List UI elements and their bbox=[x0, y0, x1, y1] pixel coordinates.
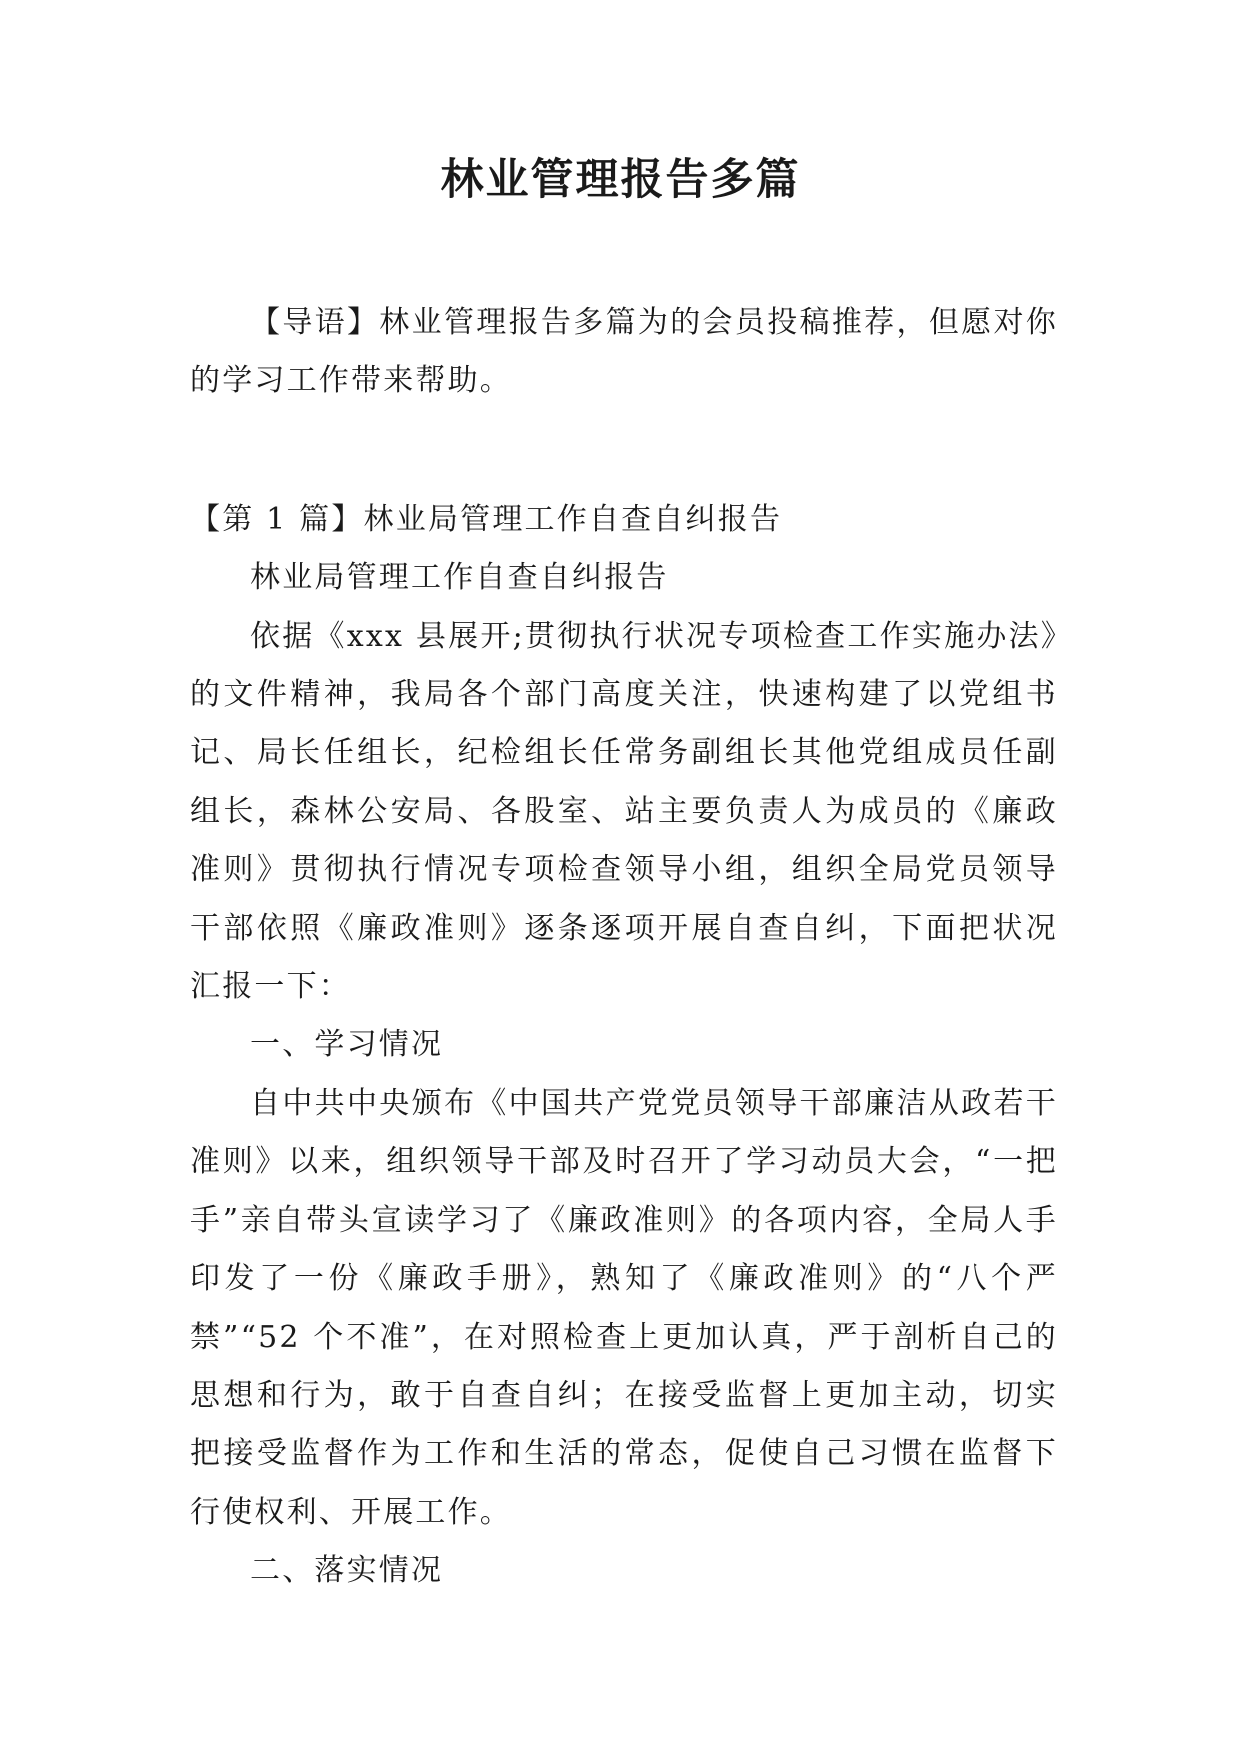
document-body bbox=[190, 294, 1058, 1601]
heading-implementation: 二、落实情况 bbox=[250, 1553, 444, 1589]
section-gap bbox=[190, 411, 1058, 491]
body-paragraph-1: 依据《xxx 县展开;贯彻执行状况专项检查工作实施办法》的文件精神，我局各个部门高度关注，快速构建了以党组书记、局长任组长，纪检组长任常务副组长其他党组成员任副组长，森林公安局、各股室、站主要负责人为成员的《廉政准则》贯彻执行情况专项检查领导小组，组织全局党员领导干部依照《廉政准则》逐条逐项开展自查自纠，下面把状况汇报一下： bbox=[190, 618, 1058, 1005]
report-subtitle: 林业局管理工作自查自纠报告 bbox=[250, 560, 669, 596]
document-title: 林业管理报告多篇 bbox=[440, 155, 801, 205]
body-paragraph-2: 自中共中央颁布《中国共产党党员领导干部廉洁从政若干准则》以来，组织领导干部及时召开了学习动员大会，“一把手”亲自带头宣读学习了《廉政准则》的各项内容，全局人手印发了一份《廉政手册》，熟知了《廉政准则》的“八个严禁”“52 个不准”，在对照检查上更加认真，严于剖析自己的思想和行为，敢于自查自纠；在接受监督上更加主动，切实把接受监督作为工作和生活的常态，促使自己习惯在监督下行使权利、开展工作。 bbox=[190, 1085, 1058, 1530]
heading-study: 一、学习情况 bbox=[250, 1027, 444, 1063]
intro-paragraph: 【导语】林业管理报告多篇为的会员投稿推荐，但愿对你的学习工作带来帮助。 bbox=[190, 305, 1058, 399]
section-heading: 【第 1 篇】林业局管理工作自查自纠报告 bbox=[190, 501, 783, 537]
